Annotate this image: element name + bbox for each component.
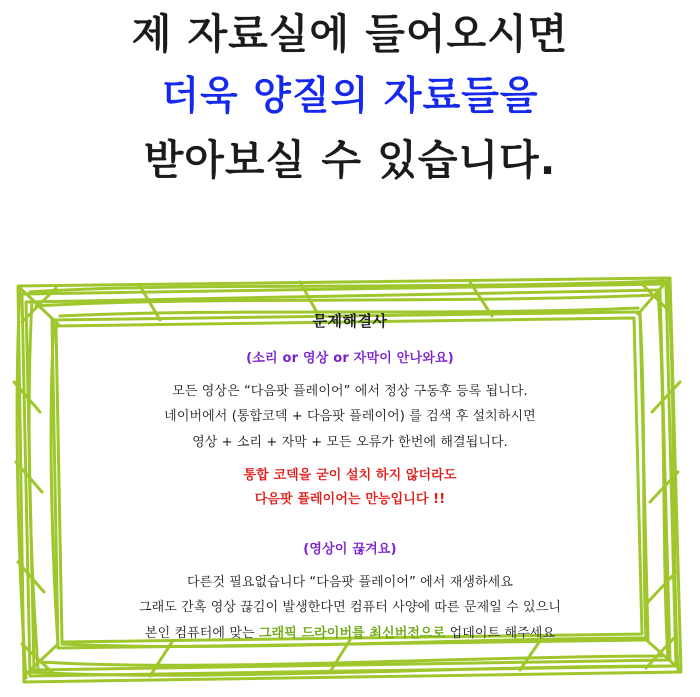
section1-warning-1: 통합 코덱을 굳이 설치 하지 않더라도: [243, 468, 457, 484]
section2-line-3-pre: 본인 컴퓨터에 맞는: [144, 625, 259, 641]
section2-line-3-post: 업데이트 해주세요: [445, 625, 556, 641]
headline-block: [0, 0, 700, 184]
section2-line-1: 다른것 필요없습니다 “다음팟 플레이어” 에서 재생하세요: [187, 575, 513, 591]
headline-line-2: 더욱 양질의 자료들을: [161, 74, 539, 119]
spacer-2: [60, 512, 640, 538]
section1-line-1: 모든 영상은 “다음팟 플레이어” 에서 정상 구동후 등록 됩니다.: [172, 384, 528, 399]
headline-line-1: 제 자료실에 들어오시면: [131, 10, 569, 58]
note-frame: [0, 262, 700, 697]
section2-line-2: 그래도 간혹 영상 끊김이 발생한다면 컴퓨터 사양에 따른 문제일 수 있으니: [138, 600, 562, 616]
section2-heading: (영상이 끊겨요): [303, 542, 397, 558]
note-title: 문제해결사: [312, 312, 388, 330]
section2-line-3: [60, 621, 640, 646]
note-content: [60, 310, 640, 646]
headline-line-3: 받아보실 수 있습니다.: [143, 136, 557, 184]
spacer-1: [60, 455, 640, 464]
section1-warning-2: 다음팟 플레이어는 만능입니다 !!: [254, 492, 446, 508]
section1-heading: (소리 or 영상 or 자막이 안나와요): [246, 351, 454, 366]
section1-line-3: 영상 + 소리 + 자막 + 모든 오류가 한번에 해결됩니다.: [192, 434, 508, 450]
section2-line-3-accent: 그래픽 드라이버를 최신버전으로: [258, 625, 446, 641]
section1-line-2: 네이버에서 (통합코덱 + 다음팟 플레이어) 를 검색 후 설치하시면: [164, 409, 536, 425]
